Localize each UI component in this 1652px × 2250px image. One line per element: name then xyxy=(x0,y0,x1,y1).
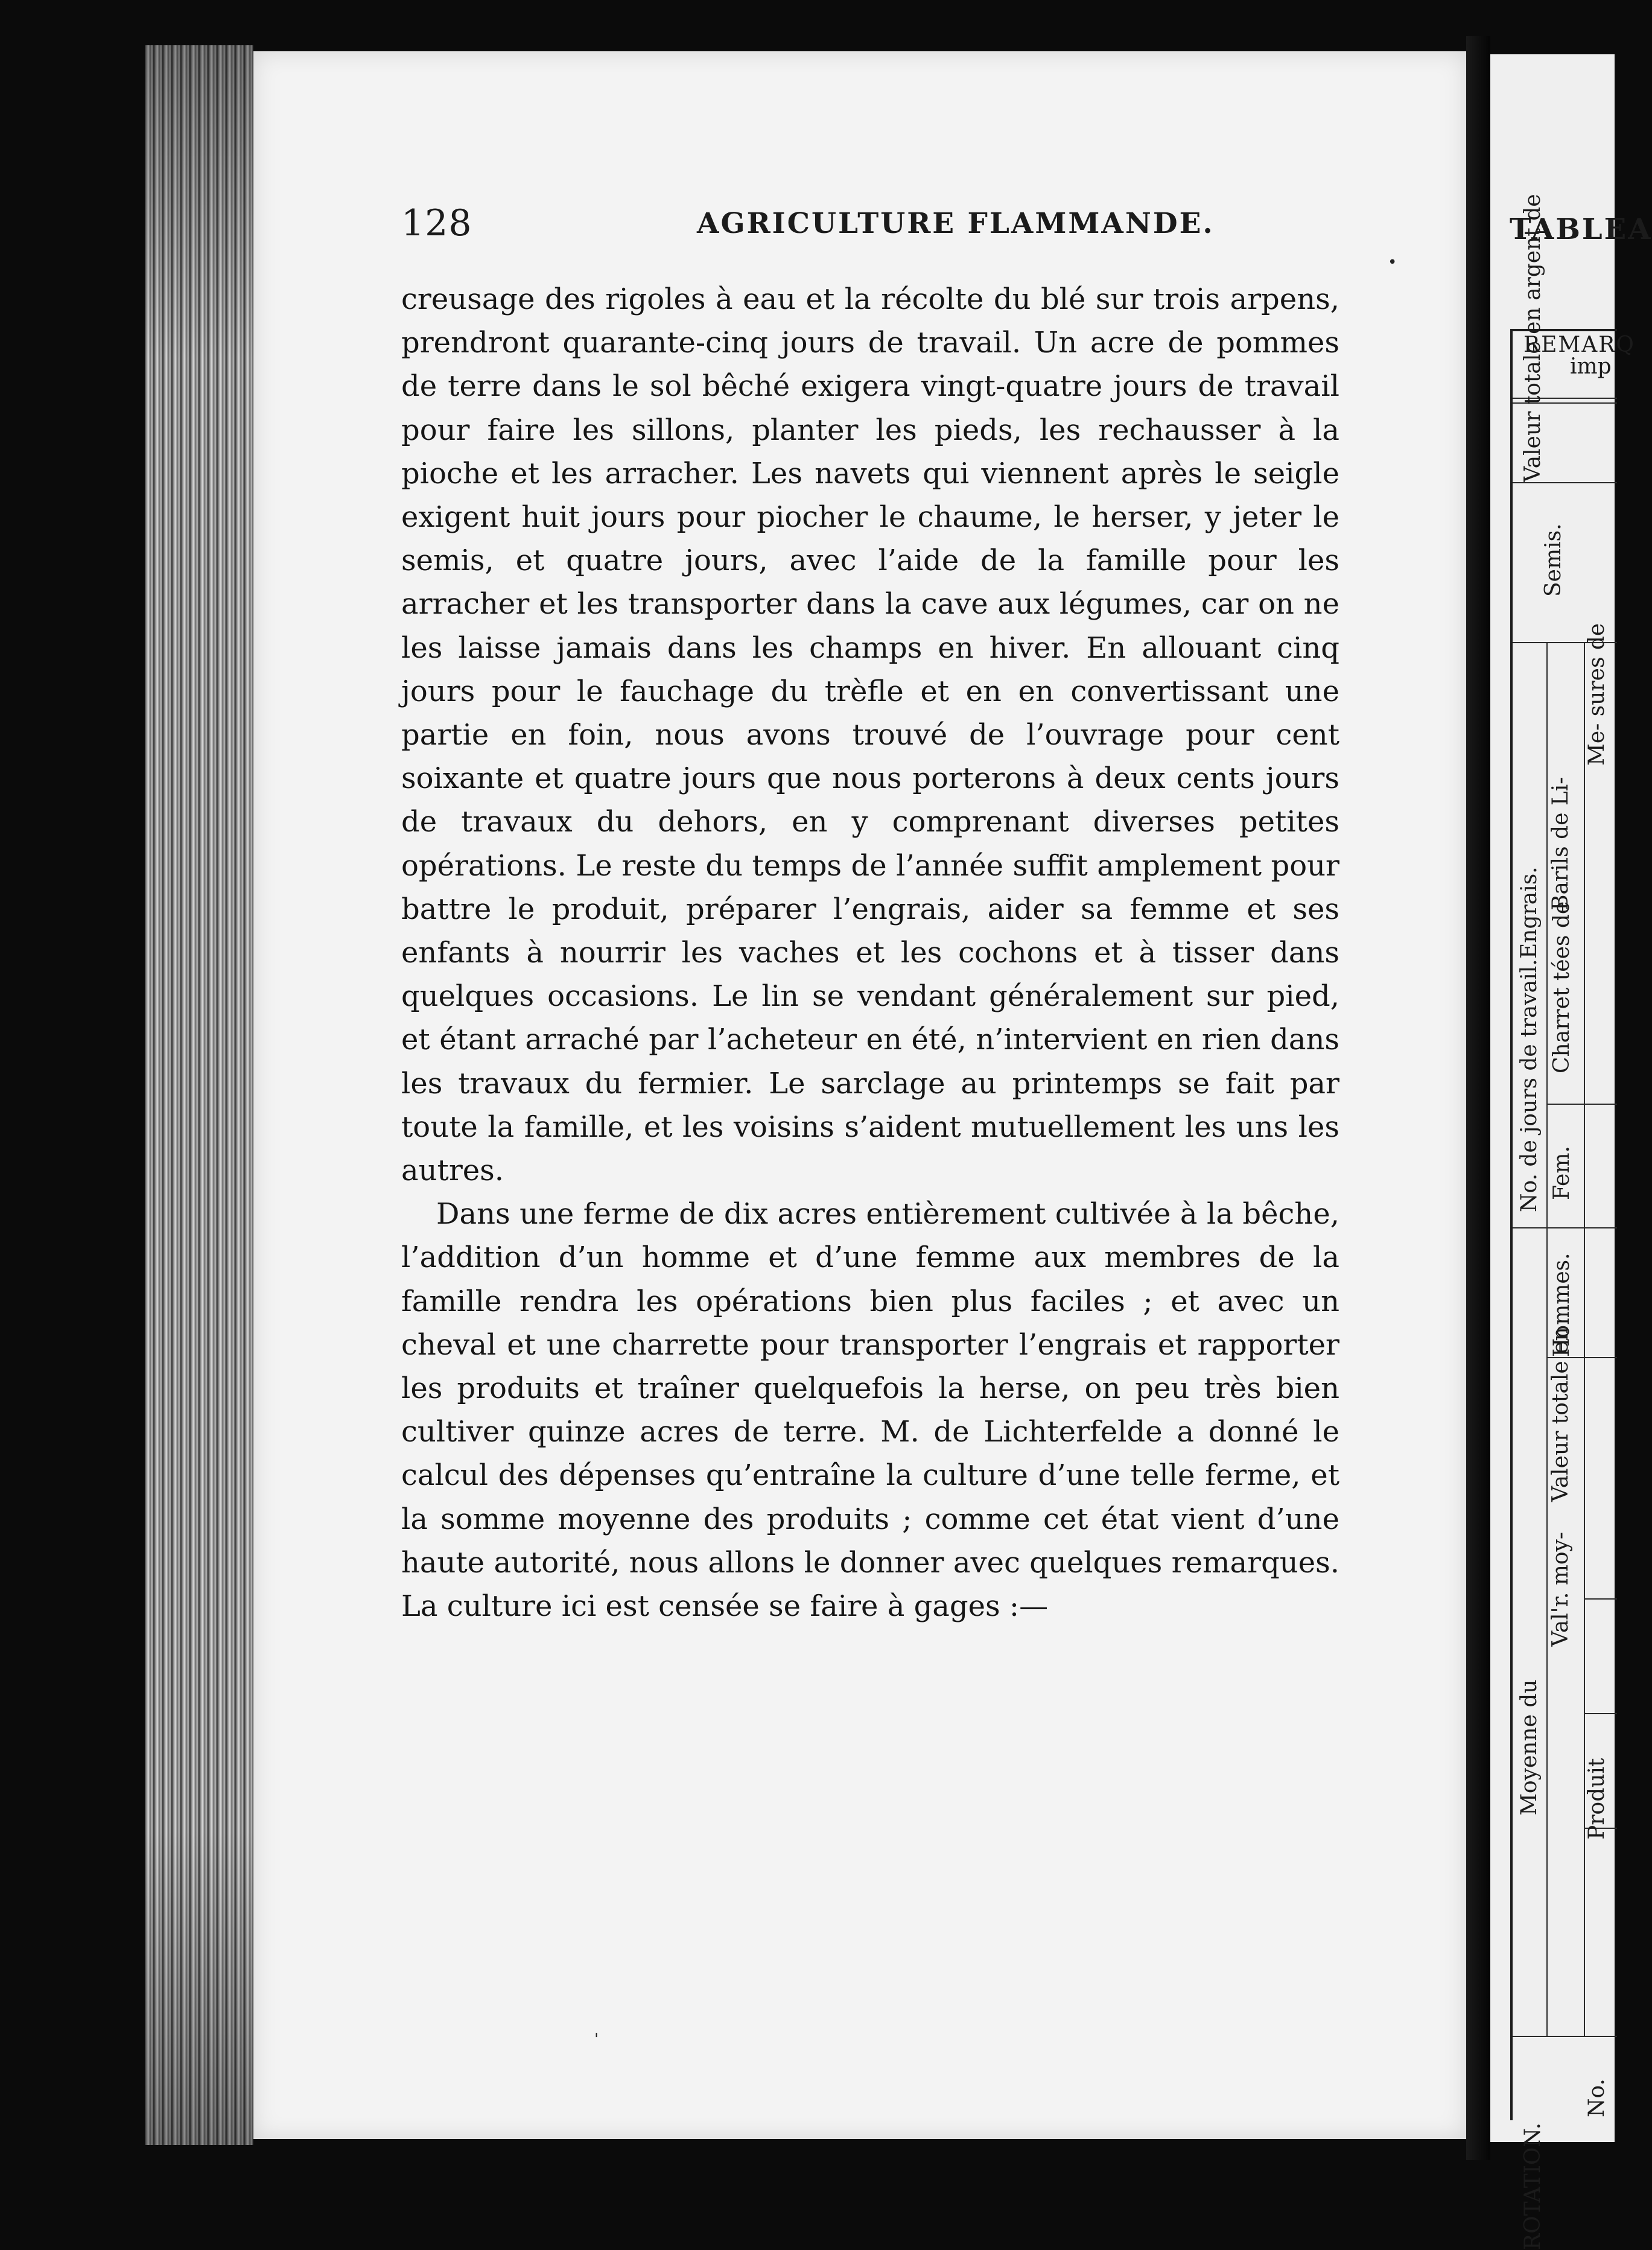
column-header: Moyenne du xyxy=(1517,1679,1542,1816)
table-header-imp: imp xyxy=(1570,354,1612,379)
running-head: AGRICULTURE FLAMMANDE. xyxy=(697,207,1215,240)
column-header: Hommes. xyxy=(1549,1253,1574,1357)
paragraph-2: Dans une ferme de dix acres entièrement cultivée à la bêche, l’addition d’un homme et d’une femme aux membres de la famille rendra les opérations bien plus faciles ; et avec un cheval et une charrette pour transporter l’engrais et rapporter les produits et traîner quelquefois la herse, on peu très bien cultiver quinze acres de terre. M. de Lichterfelde a donné le calcul des dépenses qu’entraîne la culture d’une telle ferme, et la somme moyenne des produits ; comme cet état vient d’une haute autorité, nous allons le donner avec quelques remarques. La culture ici est censée se faire à gages :— xyxy=(401,1197,1339,1624)
table-rule xyxy=(1546,642,1548,1227)
column-header: No. de jours de travail. xyxy=(1517,959,1542,1212)
column-header: Engrais. xyxy=(1517,866,1542,959)
paragraph-1: creusage des rigoles à eau et la récolte du blé sur trois arpens, prendront quarante-cinq jours de travail. Un acre de pommes de terre dans le sol bêché exigera vingt-quatre jours de travail pour faire les sillons, planter les pieds, les rechausser à la pioche et les arracher. Les navets qui viennent après le seigle exigent huit jours pour piocher le chaume, le herser, y jeter le semis, et quatre jours, avec l’aide de la famille pour les arracher et les transporter dans la cave aux légumes, car on ne les laisse jamais dans les champs en hiver. En allouant cinq jours pour le fauchage du trèfle et en en convertissant une partie en foin, nous avons trouvé de l’ouvrage pour cent soixante et quatre jours que nous porterons à deux cents jours de travaux du dehors, en y comprenant diverses petites opérations. Le reste du temps de l’année suffit amplement pour battre le produit, préparer l’engrais, aider sa femme et ses enfants à nourrir les vaches et les cochons et à tisser dans quelques occasions. Le lin se vendant généralement sur pied, et étant arraché par l’acheteur en été, n’intervient en rien dans les travaux du fermier. Le sarclage au printemps se fait par toute la famille, et les voisins s’aident mutuellement les uns les autres. xyxy=(401,282,1339,1188)
body-text xyxy=(401,278,1339,1628)
column-header: Fem. xyxy=(1549,1146,1574,1200)
column-header: Semis. xyxy=(1541,523,1566,597)
speck-mark: • xyxy=(1388,253,1397,272)
column-header: Me- sures de xyxy=(1584,623,1609,766)
column-header: ROTATION. xyxy=(1520,2122,1545,2250)
table-rule xyxy=(1513,1227,1617,1228)
table-rule xyxy=(1513,2036,1617,2037)
page-header xyxy=(401,202,1339,256)
page-edge-shade xyxy=(145,45,253,2145)
table-rule xyxy=(1546,1227,1548,2036)
column-header: Valeur totale en xyxy=(1548,1327,1573,1502)
table-rule xyxy=(1513,482,1617,483)
column-header: Val'r. moy- xyxy=(1548,1531,1573,1647)
column-header: Charret tées de xyxy=(1549,901,1574,1073)
column-header: Valeur totale en argent de xyxy=(1520,194,1545,482)
column-header: Produit xyxy=(1584,1758,1609,1840)
table-header-remarques: REMARQ xyxy=(1523,332,1635,357)
table-rule xyxy=(1584,1227,1585,2036)
column-header: No. xyxy=(1584,2079,1609,2117)
table-rule xyxy=(1546,1104,1617,1105)
table-rule xyxy=(1584,1713,1617,1714)
column-header: Barils de Li- xyxy=(1548,777,1573,910)
page-number: 128 xyxy=(401,202,472,244)
speck-mark: ' xyxy=(594,2030,599,2048)
facing-page-title: TABLEA xyxy=(1510,212,1652,246)
table-rule xyxy=(1584,1598,1617,1600)
book-gutter xyxy=(1466,36,1490,2160)
